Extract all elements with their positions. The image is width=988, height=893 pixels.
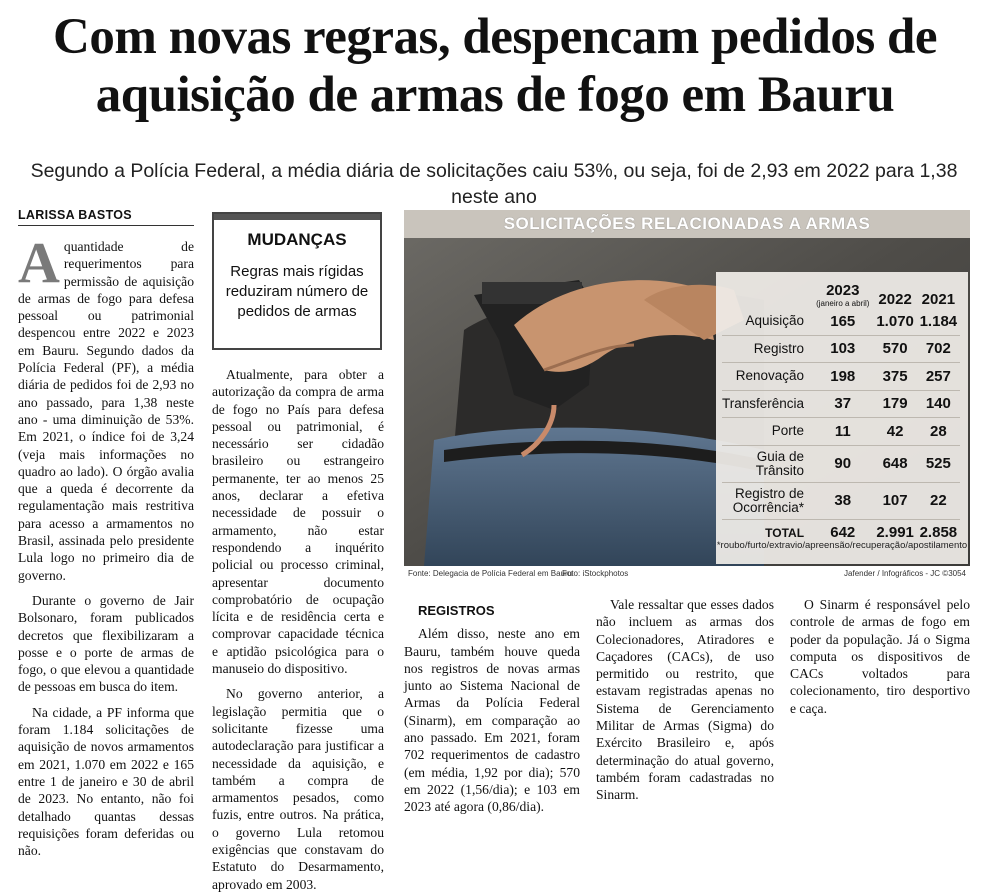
column-note: (janeiro a abril) bbox=[816, 299, 870, 308]
box-text: Regras mais rígidas reduziram número de pedidos de armas bbox=[225, 263, 369, 320]
row-label: Registro bbox=[722, 335, 812, 363]
table-cell: 28 bbox=[917, 418, 960, 446]
table-cell: 1.070 bbox=[874, 308, 917, 335]
article-paragraph: O Sinarm é responsável pelo controle de armas de fogo em poder da população. Já o Sigma computa os dispositivos de CACs voltados para colecionamento, tiro desportivo e caça. bbox=[790, 597, 970, 716]
table-cell: 140 bbox=[917, 390, 960, 418]
table-row bbox=[722, 418, 960, 446]
article-paragraph: Além disso, neste ano em Bauru, também houve queda nos registros de novas armas junto ao Sistema Nacional de Armas da Polícia Federal (Sinarm), em comparação ao ano passado. Em 2021, foram 702 requerimentos de cadastro (em média, 1,92 por dia); 570 em 2022 (1,56/dia); e 103 em 2023 até agora (0,86/dia). bbox=[404, 626, 580, 815]
sidebar-box bbox=[212, 212, 382, 350]
article-paragraph: Vale ressaltar que esses dados não incluem as armas dos Colecionadores, Atiradores e Caçadores (CACs), de uso permitido ou restrito, que estavam registradas apenas no Sistema de Gerenciamento Militar de Armas (Sigma) do Exército Brasileiro e, após determinação do atual governo, também foram cadastradas no Sinarm. bbox=[596, 597, 774, 803]
table-row bbox=[722, 335, 960, 363]
column-header: 2023 (janeiro a abril) bbox=[812, 278, 873, 308]
headline: Com novas regras, despencam pedidos de aquisição de armas de fogo em Bauru bbox=[53, 9, 937, 123]
column-header: 2022 bbox=[878, 291, 912, 308]
table-row bbox=[722, 308, 960, 335]
table-cell: 38 bbox=[812, 482, 873, 519]
row-label: Aquisição bbox=[722, 308, 812, 335]
table-cell: 648 bbox=[874, 445, 917, 482]
table-cell: 257 bbox=[917, 363, 960, 391]
table-cell: 642 bbox=[830, 524, 856, 542]
table-cell: 11 bbox=[812, 418, 873, 446]
table-cell: 165 bbox=[812, 308, 873, 335]
table-cell: 90 bbox=[812, 445, 873, 482]
article-column-1 bbox=[18, 230, 194, 867]
table-cell: 179 bbox=[874, 390, 917, 418]
table-cell: 107 bbox=[874, 482, 917, 519]
byline: LARISSA BASTOS bbox=[18, 208, 194, 226]
article-column-2 bbox=[212, 366, 384, 892]
table-cell: 1.184 bbox=[917, 308, 960, 335]
box-top-bar bbox=[214, 214, 380, 220]
graphic-credits bbox=[404, 566, 970, 582]
article-column-4 bbox=[596, 596, 774, 812]
table-cell: 525 bbox=[917, 445, 960, 482]
table-header-row bbox=[722, 278, 960, 308]
infographic-credit: Jafender / Infográficos - JC ©3054 bbox=[844, 569, 966, 578]
row-label: Registro de Ocorrência* bbox=[722, 482, 812, 519]
table-corner-cell bbox=[722, 278, 812, 308]
table-cell: 103 bbox=[812, 335, 873, 363]
article-paragraph: Durante o governo de Jair Bolsonaro, foram publicados decretos que flexibilizaram a posse e o porte de armas de fogo, o que elevou a quantidade de pessoas em busca do item. bbox=[18, 592, 194, 695]
table-cell: 570 bbox=[874, 335, 917, 363]
article-paragraph: Atualmente, para obter a autorização da compra de arma de fogo no País para defesa pessoal ou patrimonial, é necessário ser cidadão brasileiro ou estrangeiro permanente, ter ao menos 25 anos, declarar a efetiva necessidade de possuir o armamento, não estar respondendo a inquérito policial ou processo criminal, apresentar documento comprobatório de ocupação lícita e de residência certa e comprovar capacidade técnica e aptidão psicológica para o manuseio do dispositivo. bbox=[212, 367, 384, 677]
column-header: 2021 bbox=[921, 291, 956, 308]
row-label: Porte bbox=[722, 418, 812, 446]
table-row bbox=[722, 363, 960, 391]
table-row bbox=[722, 482, 960, 519]
table-row bbox=[722, 445, 960, 482]
graphic-title: SOLICITAÇÕES RELACIONADAS A ARMAS bbox=[404, 210, 970, 238]
table-cell: 198 bbox=[812, 363, 873, 391]
article-paragraph: No governo anterior, a legislação permitia que o solicitante fizesse uma autodeclaração para justificar a necessidade da aquisição, e também a compra de armamentos pesados, como fuzis, entre outros. Na prática, o governo Lula retomou exigências que constavam do Estatuto do Desarmamento, aprovado em 2003. bbox=[212, 686, 384, 892]
photo-credit: Foto: iStockphotos bbox=[562, 569, 629, 578]
infographic bbox=[404, 210, 970, 582]
article-column-3 bbox=[404, 596, 580, 815]
table-cell: 22 bbox=[917, 482, 960, 519]
row-label: Renovação bbox=[722, 363, 812, 391]
source-credit: Fonte: Delegacia de Polícia Federal em Bauru bbox=[408, 569, 573, 578]
table-cell: 702 bbox=[917, 335, 960, 363]
article-paragraph bbox=[18, 230, 194, 584]
box-title: MUDANÇAS bbox=[247, 230, 347, 249]
article-paragraph: Na cidade, a PF informa que foram 1.184 solicitações de aquisição de novos armamentos em 2021, 1.070 em 2022 e 165 entre 1 de janeiro e 30 de abril de 2023. No entanto, não foi detalhado quantas dessas requisições foram deferidas ou não. bbox=[18, 704, 194, 859]
row-label: Guia de Trânsito bbox=[722, 445, 812, 482]
section-heading: REGISTROS bbox=[418, 603, 495, 618]
table-cell: 42 bbox=[874, 418, 917, 446]
table-cell: 37 bbox=[812, 390, 873, 418]
table-cell: 375 bbox=[874, 363, 917, 391]
row-label: TOTAL bbox=[765, 525, 805, 540]
row-label: Transferência bbox=[722, 390, 812, 418]
table-row bbox=[722, 390, 960, 418]
data-table bbox=[722, 278, 960, 546]
paragraph-text: quantidade de requerimentos para permissão de aquisição de armas de fogo para defesa pessoal ou patrimonial despencou entre 2022 e 2023 em Bauru. Segundo dados da Polícia Federal (PF), a média diária de pedidos foi de 2,93 no ano passado, para 1,38 neste ano - uma diminuição de 53%. Em 2021, o índice foi de 3,24 (veja mais informações no quadro ao lado). O órgão avalia que a queda é decorrente da regulamentação mais restritiva para acesso a armamentos no Brasil, assinada pelo presidente Lula logo no primeiro dia de governo. bbox=[18, 239, 194, 583]
table-cell: 2.858 bbox=[919, 524, 958, 542]
article-column-5 bbox=[790, 596, 970, 812]
data-table-panel bbox=[716, 272, 968, 564]
drop-cap: A bbox=[18, 230, 60, 295]
subheadline: Segundo a Polícia Federal, a média diária de solicitações caiu 53%, ou seja, foi de 2,93 em 2022 para 1,38 neste ano bbox=[30, 160, 958, 208]
table-footnote: *roubo/furto/extravio/apreensão/recuperação/apostilamento bbox=[716, 540, 968, 551]
table-cell: 2.991 bbox=[876, 524, 914, 542]
